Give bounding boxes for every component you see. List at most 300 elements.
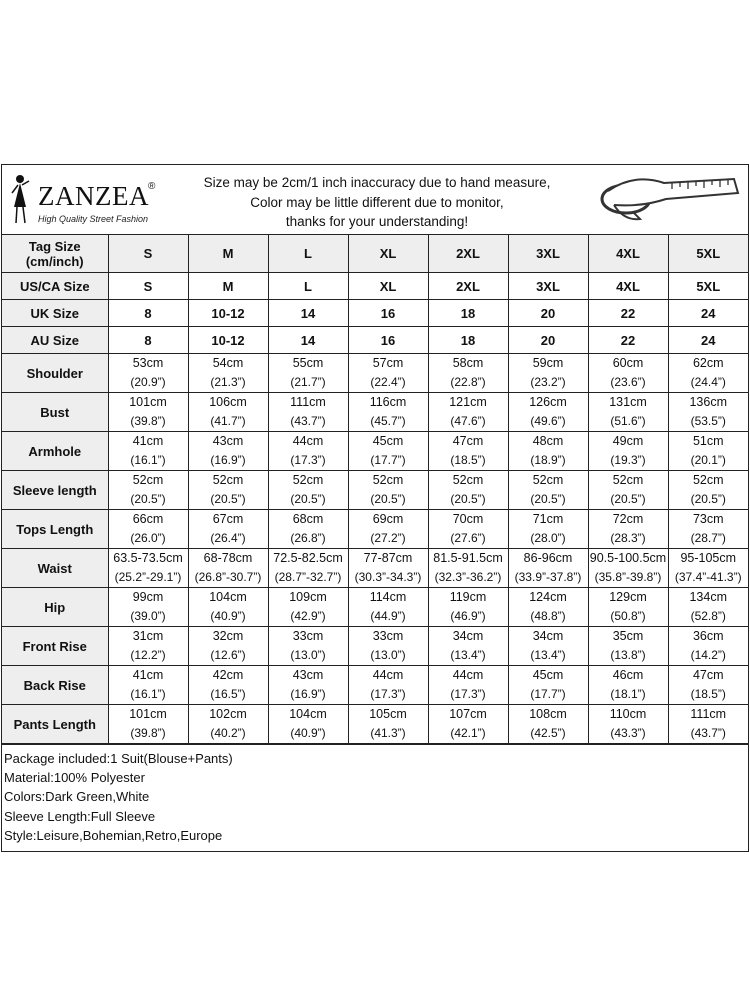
registered-mark: ®: [148, 181, 156, 192]
cell-value: 4XL: [616, 278, 640, 294]
table-cell: [428, 354, 508, 393]
cell-inch: (26.4”): [210, 531, 246, 545]
info-material: Material:100% Polyester: [4, 770, 145, 786]
table-row: [2, 549, 748, 588]
table-cell: [188, 354, 268, 393]
table-row: [2, 432, 748, 471]
table-cell: [508, 510, 588, 549]
cell-cm: 110cm: [609, 707, 647, 721]
cell-cm: 106cm: [209, 395, 247, 409]
table-cell: [268, 327, 348, 354]
cell-cm: 104cm: [289, 707, 327, 721]
cell-cm: 72.5-82.5cm: [273, 551, 343, 565]
cell-inch: (17.3”): [450, 687, 486, 701]
table-cell: [348, 432, 428, 471]
cell-cm: 111cm: [290, 395, 326, 409]
row-label-text: Back Rise: [23, 677, 86, 693]
table-cell: [428, 471, 508, 510]
cell-cm: 54cm: [212, 356, 244, 370]
cell-cm: 134cm: [689, 590, 728, 604]
table-cell: [268, 432, 348, 471]
row-label: [2, 549, 108, 588]
cell-value: 20: [540, 305, 556, 321]
brand-logo: [8, 171, 168, 229]
cell-cm: 111cm: [690, 707, 727, 721]
table-cell: [268, 471, 348, 510]
cell-inch: (23.6”): [610, 375, 646, 389]
cell-cm: 53cm: [132, 356, 164, 370]
cell-cm: 105cm: [369, 707, 407, 721]
row-label: [2, 627, 108, 666]
table-cell: [428, 432, 508, 471]
cell-cm: 63.5-73.5cm: [113, 551, 183, 565]
table-cell: [188, 666, 268, 705]
cell-inch: (30.3”-34.3”): [354, 570, 422, 584]
cell-cm: 55cm: [292, 356, 324, 370]
cell-cm: 119cm: [449, 590, 487, 604]
table-cell: [588, 705, 668, 744]
cell-inch: (17.3”): [370, 687, 406, 701]
cell-value: 24: [701, 305, 716, 321]
cell-inch: (39.0”): [130, 609, 166, 623]
cell-cm: 34cm: [532, 629, 564, 643]
tag-size-unit: (cm/inch): [25, 253, 84, 269]
cell-value: S: [143, 278, 153, 294]
cell-inch: (32.3”-36.2”): [434, 570, 502, 584]
cell-cm: 41cm: [132, 668, 164, 682]
table-cell: [188, 432, 268, 471]
table-cell: [588, 273, 668, 300]
cell-cm: 68-78cm: [203, 551, 253, 565]
table-cell: [108, 549, 188, 588]
table-row: [2, 235, 748, 273]
table-row: [2, 510, 748, 549]
table-cell: [668, 327, 748, 354]
table-cell: [188, 588, 268, 627]
table-row: [2, 588, 748, 627]
row-label-text: Tops Length: [16, 521, 94, 537]
cell-inch: (43.7”): [290, 414, 326, 428]
table-row: [2, 300, 748, 327]
table-cell: [188, 327, 268, 354]
cell-cm: 69cm: [372, 512, 404, 526]
cell-cm: 99cm: [132, 590, 164, 604]
table-cell: [348, 354, 428, 393]
cell-inch: (25.2”-29.1”): [114, 570, 182, 584]
cell-inch: (20.9”): [130, 375, 166, 389]
size-label: 4XL: [616, 246, 640, 261]
table-cell: [108, 327, 188, 354]
cell-inch: (19.3”): [610, 453, 646, 467]
cell-inch: (40.9”): [290, 726, 326, 740]
cell-inch: (49.6”): [530, 414, 566, 428]
table-row: [2, 327, 748, 354]
cell-cm: 49cm: [612, 434, 644, 448]
table-cell: [508, 549, 588, 588]
row-label-text: Waist: [37, 560, 72, 576]
cell-cm: 57cm: [372, 356, 404, 370]
row-label-text: Front Rise: [22, 638, 87, 654]
cell-cm: 59cm: [532, 356, 564, 370]
size-label: XL: [379, 246, 397, 261]
table-cell: [428, 273, 508, 300]
cell-inch: (28.0”): [530, 531, 566, 545]
cell-inch: (20.5”): [290, 492, 326, 506]
cell-inch: (42.9”): [290, 609, 326, 623]
cell-cm: 101cm: [129, 707, 167, 721]
cell-inch: (20.5”): [130, 492, 166, 506]
row-label: [2, 393, 108, 432]
cell-inch: (50.8”): [610, 609, 646, 623]
table-cell: [588, 393, 668, 432]
table-cell: [108, 666, 188, 705]
cell-cm: 131cm: [609, 395, 647, 409]
table-cell: [188, 273, 268, 300]
cell-cm: 58cm: [452, 356, 484, 370]
cell-inch: (28.7”-32.7”): [274, 570, 342, 584]
cell-value: 3XL: [536, 278, 560, 294]
cell-cm: 66cm: [132, 512, 164, 526]
cell-cm: 68cm: [292, 512, 324, 526]
table-cell: [428, 510, 508, 549]
cell-inch: (13.4”): [450, 648, 486, 662]
cell-inch: (51.6”): [610, 414, 646, 428]
table-cell: [108, 393, 188, 432]
cell-value: 5XL: [696, 278, 721, 294]
cell-cm: 124cm: [529, 590, 567, 604]
cell-cm: 52cm: [372, 473, 404, 487]
table-cell: [108, 273, 188, 300]
table-cell: [348, 510, 428, 549]
table-cell: [668, 300, 748, 327]
size-header-cell: [108, 235, 188, 273]
table-cell: [268, 354, 348, 393]
table-cell: [668, 588, 748, 627]
table-cell: [348, 627, 428, 666]
cell-cm: 102cm: [209, 707, 247, 721]
cell-cm: 72cm: [612, 512, 644, 526]
cell-value: XL: [379, 278, 397, 294]
cell-inch: (27.2”): [370, 531, 406, 545]
cell-cm: 52cm: [692, 473, 724, 487]
row-label: [2, 666, 108, 705]
table-cell: [588, 354, 668, 393]
cell-inch: (26.8”-30.7”): [194, 570, 262, 584]
table-cell: [588, 549, 668, 588]
cell-cm: 44cm: [292, 434, 324, 448]
cell-inch: (48.8”): [530, 609, 566, 623]
cell-inch: (16.1”): [130, 453, 166, 467]
table-cell: [348, 549, 428, 588]
cell-value: 16: [380, 305, 396, 321]
cell-value: 2XL: [456, 278, 480, 294]
table-cell: [668, 273, 748, 300]
cell-inch: (46.9”): [450, 609, 486, 623]
size-header-cell: [268, 235, 348, 273]
cell-cm: 42cm: [212, 668, 244, 682]
cell-inch: (26.8”): [290, 531, 326, 545]
size-label: 2XL: [456, 246, 480, 261]
cell-inch: (22.8”): [450, 375, 486, 389]
product-info: [2, 744, 748, 851]
cell-value: 10-12: [211, 305, 245, 321]
cell-inch: (17.7”): [530, 687, 566, 701]
cell-inch: (41.7”): [210, 414, 246, 428]
cell-inch: (16.9”): [290, 687, 326, 701]
cell-cm: 34cm: [452, 629, 484, 643]
cell-cm: 33cm: [372, 629, 404, 643]
row-label: [2, 327, 108, 354]
info-package: Package included:1 Suit(Blouse+Pants): [4, 751, 233, 766]
cell-inch: (26.0”): [130, 531, 166, 545]
cell-value: 22: [620, 332, 636, 348]
cell-cm: 43cm: [292, 668, 324, 682]
notice-line: Size may be 2cm/1 inch inaccuracy due to hand measure,: [203, 175, 551, 190]
info-colors: Colors:Dark Green,White: [4, 789, 150, 805]
table-cell: [268, 588, 348, 627]
cell-inch: (47.6”): [450, 414, 486, 428]
table-cell: [348, 300, 428, 327]
table-cell: [508, 627, 588, 666]
cell-inch: (37.4”-41.3”): [674, 570, 742, 584]
table-cell: [508, 471, 588, 510]
row-label: [2, 471, 108, 510]
cell-inch: (17.7”): [370, 453, 406, 467]
table-cell: [108, 510, 188, 549]
cell-cm: 36cm: [692, 629, 724, 643]
row-label-text: Sleeve length: [12, 482, 97, 498]
table-cell: [508, 666, 588, 705]
cell-cm: 121cm: [449, 395, 487, 409]
row-label-text: Shoulder: [26, 365, 83, 381]
table-cell: [428, 705, 508, 744]
cell-inch: (21.7”): [290, 375, 326, 389]
table-cell: [268, 627, 348, 666]
table-cell: [268, 300, 348, 327]
cell-inch: (42.1”): [450, 726, 486, 740]
cell-cm: 60cm: [612, 356, 644, 370]
row-label-text: UK Size: [30, 305, 79, 321]
cell-inch: (20.5”): [690, 492, 726, 506]
cell-cm: 107cm: [449, 707, 487, 721]
row-label-text: Pants Length: [13, 716, 96, 732]
table-cell: [108, 627, 188, 666]
row-label: [2, 705, 108, 744]
cell-cm: 67cm: [212, 512, 244, 526]
cell-inch: (23.2”): [530, 375, 566, 389]
size-header-cell: [508, 235, 588, 273]
size-label: M: [222, 246, 234, 261]
row-label: [2, 432, 108, 471]
table-cell: [428, 588, 508, 627]
cell-cm: 73cm: [692, 512, 724, 526]
cell-inch: (41.3”): [370, 726, 406, 740]
cell-inch: (39.8”): [130, 726, 166, 740]
cell-cm: 43cm: [212, 434, 244, 448]
cell-inch: (17.3”): [290, 453, 326, 467]
cell-cm: 129cm: [609, 590, 647, 604]
row-label-text: Bust: [40, 404, 70, 420]
table-cell: [188, 393, 268, 432]
cell-inch: (40.9”): [210, 609, 246, 623]
table-cell: [588, 300, 668, 327]
table-cell: [668, 666, 748, 705]
cell-inch: (40.2”): [210, 726, 246, 740]
cell-cm: 81.5-91.5cm: [433, 551, 503, 565]
cell-inch: (13.0”): [290, 648, 326, 662]
cell-value: 20: [540, 332, 556, 348]
cell-cm: 95-105cm: [680, 551, 737, 565]
cell-cm: 52cm: [452, 473, 484, 487]
row-label: [2, 354, 108, 393]
cell-cm: 44cm: [452, 668, 484, 682]
row-label-text: AU Size: [30, 332, 79, 348]
table-cell: [108, 471, 188, 510]
cell-cm: 71cm: [532, 512, 564, 526]
cell-inch: (28.3”): [610, 531, 646, 545]
cell-cm: 44cm: [372, 668, 404, 682]
table-cell: [268, 393, 348, 432]
cell-cm: 77-87cm: [363, 551, 413, 565]
size-header-cell: [668, 235, 748, 273]
cell-cm: 62cm: [692, 356, 724, 370]
cell-value: 24: [701, 332, 716, 348]
info-style: Style:Leisure,Bohemian,Retro,Europe: [4, 827, 223, 843]
cell-cm: 41cm: [132, 434, 164, 448]
row-label-text: Armhole: [28, 443, 82, 459]
table-cell: [348, 273, 428, 300]
measurement-notice: [172, 173, 582, 232]
size-label: 5XL: [696, 246, 721, 261]
cell-inch: (20.5”): [370, 492, 406, 506]
cell-cm: 32cm: [212, 629, 244, 643]
table-cell: [348, 588, 428, 627]
size-label: 3XL: [536, 246, 560, 261]
table-cell: [668, 432, 748, 471]
table-cell: [588, 627, 668, 666]
table-cell: [668, 549, 748, 588]
measuring-tape-icon: [594, 169, 744, 231]
table-cell: [588, 432, 668, 471]
cell-cm: 45cm: [372, 434, 404, 448]
table-cell: [508, 354, 588, 393]
table-cell: [668, 510, 748, 549]
cell-cm: 104cm: [209, 590, 247, 604]
cell-cm: 52cm: [532, 473, 564, 487]
table-cell: [668, 354, 748, 393]
cell-value: 22: [620, 305, 636, 321]
table-cell: [508, 588, 588, 627]
table-cell: [428, 666, 508, 705]
cell-cm: 136cm: [689, 395, 728, 409]
cell-cm: 35cm: [612, 629, 644, 643]
table-cell: [668, 471, 748, 510]
cell-value: 8: [144, 332, 152, 348]
cell-cm: 108cm: [529, 707, 567, 721]
table-cell: [588, 588, 668, 627]
size-label: S: [143, 246, 153, 261]
cell-inch: (20.5”): [450, 492, 486, 506]
brand-name: ZANZEA: [38, 181, 149, 211]
row-label: [2, 273, 108, 300]
cell-inch: (14.2”): [690, 648, 726, 662]
cell-cm: 101cm: [129, 395, 167, 409]
table-cell: [348, 327, 428, 354]
cell-inch: (12.2”): [130, 648, 166, 662]
table-cell: [428, 300, 508, 327]
table-cell: [188, 627, 268, 666]
size-chart: [1, 164, 749, 852]
notice-line: thanks for your understanding!: [285, 214, 469, 229]
cell-inch: (27.6”): [450, 531, 486, 545]
cell-inch: (21.3”): [210, 375, 246, 389]
table-row: [2, 354, 748, 393]
cell-inch: (28.7”): [690, 531, 726, 545]
cell-cm: 45cm: [532, 668, 564, 682]
table-cell: [588, 510, 668, 549]
fashion-model-icon: [8, 171, 34, 229]
cell-cm: 47cm: [692, 668, 724, 682]
cell-value: L: [304, 278, 312, 294]
size-header-cell: [348, 235, 428, 273]
table-row: [2, 627, 748, 666]
size-header-cell: [188, 235, 268, 273]
table-cell: [428, 327, 508, 354]
cell-inch: (18.1”): [610, 687, 646, 701]
row-label: [2, 300, 108, 327]
table-cell: [508, 705, 588, 744]
table-row: [2, 273, 748, 300]
cell-cm: 52cm: [292, 473, 324, 487]
cell-inch: (35.8”-39.8”): [594, 570, 662, 584]
row-label: [2, 510, 108, 549]
size-table: [2, 235, 748, 744]
table-cell: [428, 549, 508, 588]
cell-cm: 46cm: [612, 668, 644, 682]
cell-value: 8: [144, 305, 152, 321]
cell-inch: (13.0”): [370, 648, 406, 662]
table-cell: [508, 300, 588, 327]
cell-cm: 52cm: [212, 473, 244, 487]
table-cell: [348, 705, 428, 744]
table-cell: [108, 588, 188, 627]
info-sleeve-length: Sleeve Length:Full Sleeve: [4, 808, 156, 824]
table-cell: [508, 273, 588, 300]
table-cell: [588, 327, 668, 354]
size-header-cell: [428, 235, 508, 273]
cell-value: M: [222, 278, 234, 294]
cell-inch: (18.5”): [450, 453, 486, 467]
cell-cm: 52cm: [132, 473, 164, 487]
table-cell: [268, 549, 348, 588]
cell-inch: (45.7”): [370, 414, 406, 428]
table-cell: [268, 510, 348, 549]
cell-inch: (12.6”): [210, 648, 246, 662]
cell-cm: 33cm: [292, 629, 324, 643]
notice-line: Color may be little different due to monitor,: [250, 194, 504, 210]
cell-inch: (22.4”): [370, 375, 406, 389]
cell-cm: 86-96cm: [523, 551, 573, 565]
table-cell: [668, 393, 748, 432]
cell-inch: (18.9”): [530, 453, 566, 467]
cell-inch: (24.4”): [690, 375, 726, 389]
table-cell: [668, 627, 748, 666]
cell-cm: 116cm: [369, 395, 407, 409]
table-row: [2, 393, 748, 432]
cell-cm: 48cm: [532, 434, 564, 448]
cell-inch: (20.5”): [530, 492, 566, 506]
table-row: [2, 471, 748, 510]
